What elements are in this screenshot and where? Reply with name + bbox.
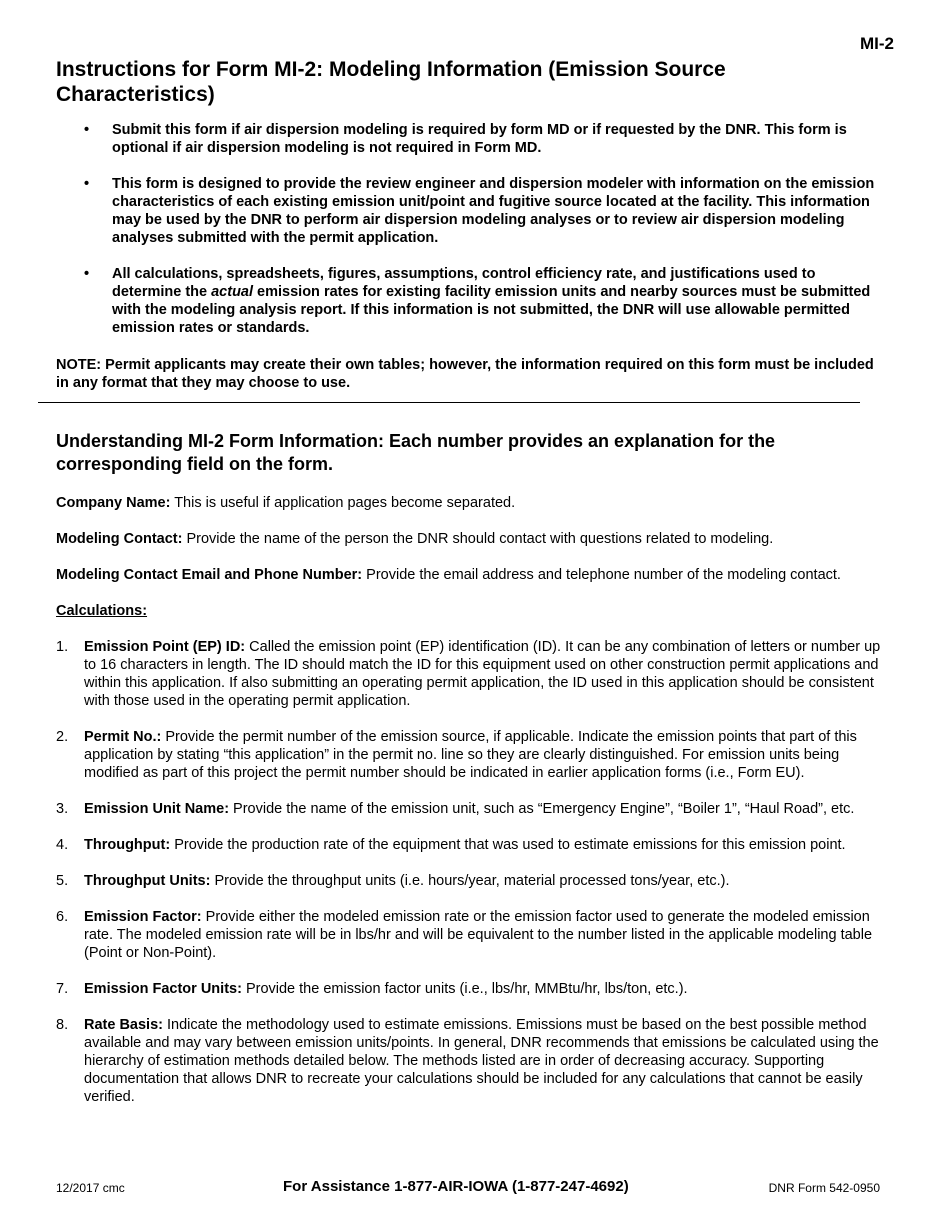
list-item (56, 728, 892, 782)
field-contact-email-phone (56, 566, 892, 584)
bullet-emphasis: actual (211, 284, 254, 300)
item-text: Provide the emission factor units (i.e., lbs/hr, MMBtu/hr, lbs/ton, etc.). (241, 981, 688, 997)
bullet-icon: • (84, 176, 90, 192)
bullet-icon: • (84, 266, 90, 282)
page-title: Instructions for Form MI-2: Modeling Information (Emission Source Characteristics) (56, 58, 726, 106)
bullet-text-after: emission rates for existing facility emission units and nearby sources must be submitted with the modeling analysis report. If this information is not submitted, the DNR will use allowable permitted emission rates or standards. (112, 284, 871, 336)
bullet-item (56, 265, 886, 337)
item-number: 4. (56, 837, 69, 853)
item-number: 1. (56, 639, 69, 655)
list-item (56, 800, 892, 818)
list-item (56, 872, 892, 890)
bullet-item (56, 175, 886, 247)
item-label: Emission Factor: (84, 909, 202, 925)
item-text: Provide the permit number of the emission source, if applicable. Indicate the emission points that part of this application by stating “this application” in the permit no. line so they are clearly distinguished. For emission units being modified as part of this project the permit number should be indicated in earlier application forms (i.e., Form EU). (84, 729, 857, 781)
footer-form-number: DNR Form 542-0950 (768, 1181, 880, 1195)
section-divider (38, 402, 860, 403)
field-label: Company Name: (56, 495, 171, 511)
field-text: This is useful if application pages become separated. (170, 495, 516, 511)
field-explanations (56, 494, 892, 1124)
numbered-list (56, 638, 892, 1106)
list-item (56, 638, 892, 710)
item-label: Throughput Units: (84, 873, 211, 889)
item-text: Indicate the methodology used to estimate emissions. Emissions must be based on the best possible method available and may vary between emission units/points. In general, DNR recommends that emissions be calculated using the hierarchy of estimation methods detailed below. The methods listed are in order of decreasing accuracy. Supporting documentation that allows DNR to recreate your calculations should be included for any calculations that cannot be easily verified. (84, 1017, 879, 1105)
bullet-text-before: All calculations, spreadsheets, figures, assumptions, control efficiency rate, and justifications used to determine the (112, 266, 816, 300)
item-number: 2. (56, 729, 69, 745)
item-label: Emission Point (EP) ID: (84, 639, 246, 655)
field-modeling-contact (56, 530, 892, 548)
bullet-icon: • (84, 122, 90, 138)
list-item (56, 1016, 892, 1106)
bullet-text: This form is designed to provide the review engineer and dispersion modeler with information on the emission characteristics of each existing emission unit/point and fugitive source located at the facility. This information may be used by the DNR to perform air dispersion modeling analyses or to review air dispersion modeling analyses submitted with the permit application. (112, 176, 875, 246)
item-number: 5. (56, 873, 69, 889)
item-text: Provide either the modeled emission rate or the emission factor used to generate the modeled emission rate. The modeled emission rate will be in lbs/hr and will be equivalent to the number listed in the applicable modeling table (Point or Non-Point). (84, 909, 873, 961)
item-label: Emission Unit Name: (84, 801, 230, 817)
item-label: Rate Basis: (84, 1017, 163, 1033)
calculations-heading: Calculations: (56, 603, 148, 619)
item-number: 3. (56, 801, 69, 817)
page-footer (56, 1178, 880, 1198)
instruction-bullets (56, 121, 886, 355)
footer-assistance: For Assistance 1-877-AIR-IOWA (1-877-247-4692) (283, 1178, 629, 1195)
item-number: 6. (56, 909, 69, 925)
footer-date: 12/2017 cmc (56, 1181, 125, 1195)
field-label: Modeling Contact: (56, 531, 183, 547)
field-label: Modeling Contact Email and Phone Number: (56, 567, 363, 583)
item-text: Called the emission point (EP) identification (ID). It can be any combination of letters or number up to 16 characters in length. The ID should match the ID for this equipment used on other construction permit applications and within this application. If also submitting an operating permit application, the ID used in this application should be consistent with those used in the operating permit application. (84, 639, 881, 709)
bullet-item (56, 121, 886, 157)
section-title: Understanding MI-2 Form Information: Each number provides an explanation for the corresponding field on the form. (56, 431, 776, 474)
note: NOTE: Permit applicants may create their own tables; however, the information required on this form must be included in any format that they may choose to use. (56, 357, 874, 391)
item-label: Permit No.: (84, 729, 162, 745)
item-text: Provide the name of the emission unit, such as “Emergency Engine”, “Boiler 1”, “Haul Road”, etc. (229, 801, 855, 817)
item-text: Provide the throughput units (i.e. hours/year, material processed tons/year, etc.). (210, 873, 730, 889)
item-number: 8. (56, 1017, 69, 1033)
bullet-text: Submit this form if air dispersion modeling is required by form MD or if requested by the DNR. This form is optional if air dispersion modeling is not required in Form MD. (112, 122, 847, 156)
field-company-name (56, 494, 892, 512)
item-text: Provide the production rate of the equipment that was used to estimate emissions for this emission point. (170, 837, 846, 853)
item-label: Emission Factor Units: (84, 981, 242, 997)
field-text: Provide the name of the person the DNR should contact with questions related to modeling. (182, 531, 774, 547)
item-label: Throughput: (84, 837, 171, 853)
list-item (56, 980, 892, 998)
list-item (56, 908, 892, 962)
item-number: 7. (56, 981, 69, 997)
form-id: MI-2 (860, 34, 894, 53)
field-text: Provide the email address and telephone number of the modeling contact. (362, 567, 841, 583)
list-item (56, 836, 892, 854)
